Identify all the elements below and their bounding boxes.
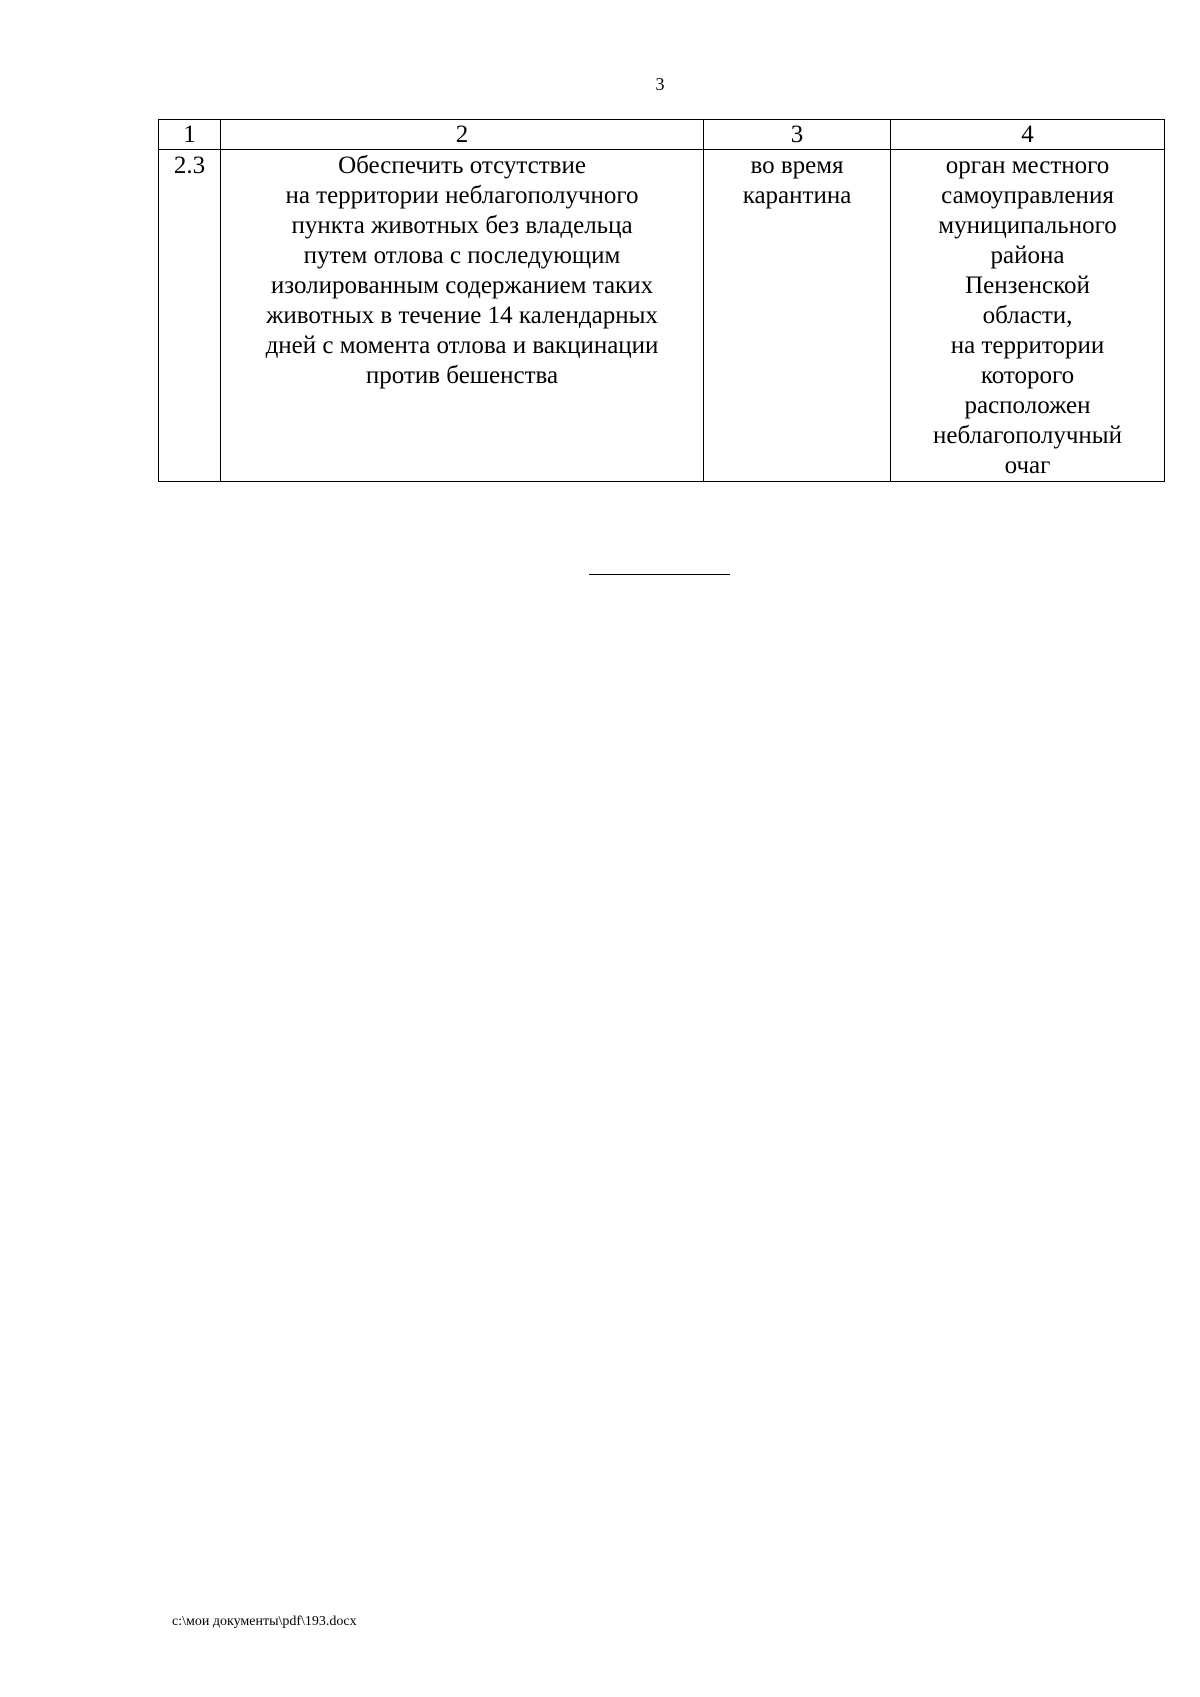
measure-text-line: на территории неблагополучного [285, 182, 639, 209]
header-cell-3: 3 [704, 120, 891, 150]
responsible-text-line: расположен [964, 392, 1091, 419]
end-separator-line [589, 574, 730, 575]
responsible-text-line: неблагополучный [933, 422, 1122, 449]
page-number: 3 [655, 74, 665, 94]
measure-text-line: животных в течение 14 календарных [266, 302, 658, 329]
measure-text-line: дней с момента отлова и вакцинации [265, 332, 659, 359]
responsible-text-line: которого [980, 362, 1075, 389]
responsible-text-line: на территории [950, 332, 1105, 359]
header-cell-2: 2 [221, 120, 704, 150]
responsible-text-line: орган местного [945, 152, 1110, 179]
responsible-text-line: Пензенской [965, 272, 1090, 299]
timing-text-line: во время [750, 152, 844, 179]
responsible-cell [891, 150, 1165, 482]
measure-text-line: изолированным содержанием таких [270, 272, 654, 299]
header-cell-1: 1 [159, 120, 221, 150]
responsible-text-line: области, [982, 302, 1073, 329]
measure-text-line: против бешенства [365, 362, 559, 389]
timing-text-line: карантина [742, 182, 852, 209]
responsible-text-line: очаг [1004, 452, 1051, 479]
responsible-text-line: самоуправления [941, 182, 1114, 209]
row-number-cell: 2.3 [159, 150, 221, 482]
measure-text-line: пункта животных без владельца [291, 212, 633, 239]
measure-text-line: путем отлова с последующим [303, 242, 621, 269]
measure-text-line: Обеспечить отсутствие [338, 152, 586, 179]
measure-cell [221, 150, 704, 482]
header-cell-4: 4 [891, 120, 1165, 150]
measures-table [158, 119, 1165, 482]
table-header-row [159, 120, 1165, 150]
table-row [159, 150, 1165, 482]
responsible-text-line: района [990, 242, 1065, 269]
footer-file-path: c:\мои документы\pdf\193.docx [172, 1614, 357, 1629]
timing-cell [704, 150, 891, 482]
responsible-text-line: муниципального [938, 212, 1117, 239]
